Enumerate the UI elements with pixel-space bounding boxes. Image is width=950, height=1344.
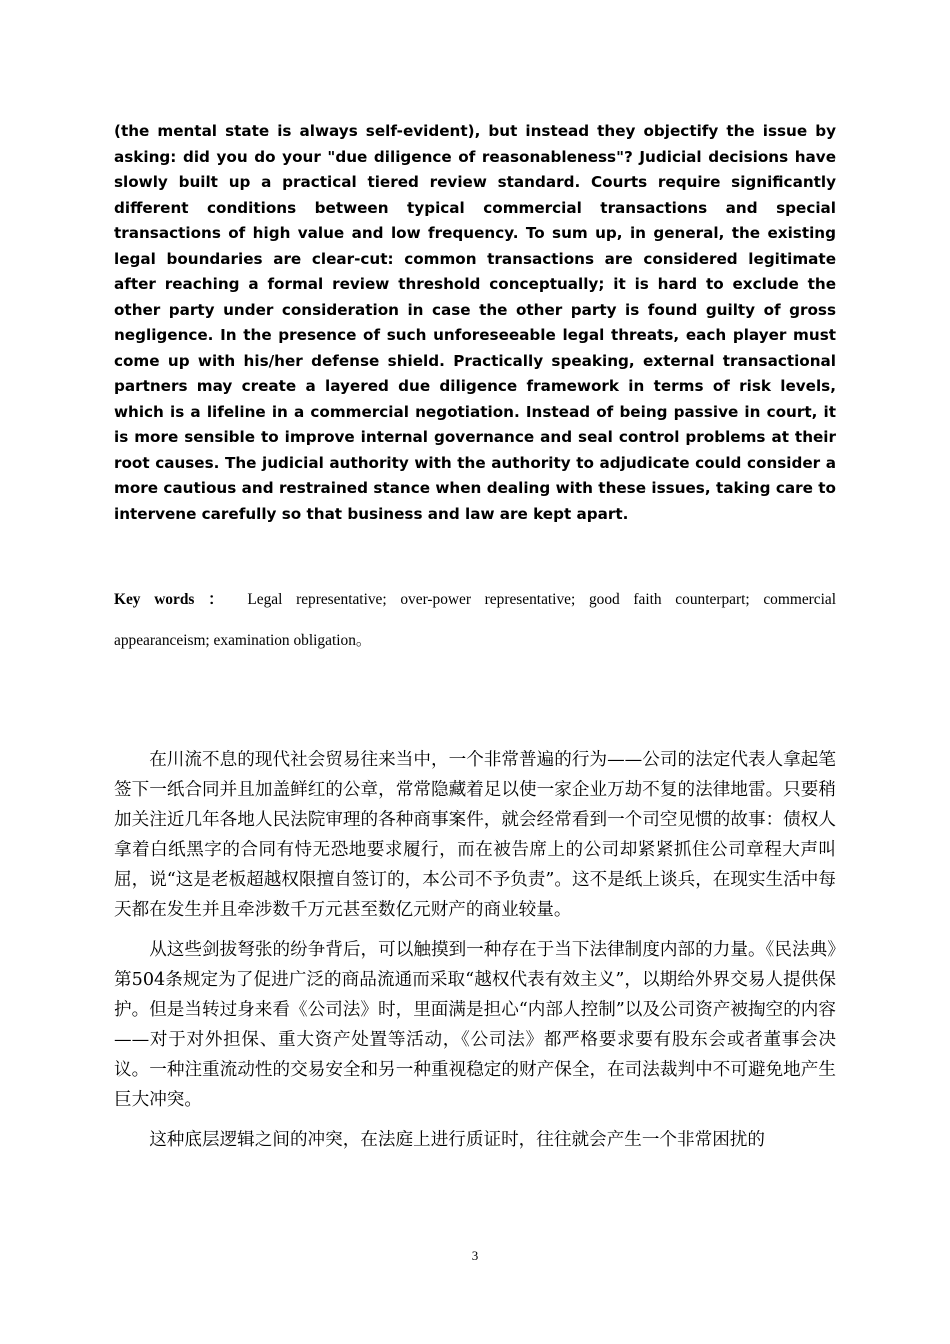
page-number: 3 [471, 1248, 479, 1263]
body-paragraph-3: 这种底层逻辑之间的冲突，在法庭上进行质证时，往往就会产生一个非常困扰的 [149, 1130, 765, 1150]
keywords-line [114, 579, 836, 661]
keywords-separator: ： [208, 591, 234, 608]
keywords-text: Legal representative; over-power representative; good faith counterpart; commercial appearanceism; examination obligation。 [114, 591, 836, 649]
body-text [114, 745, 836, 1165]
body-paragraph-1: 在川流不息的现代社会贸易往来当中，一个非常普遍的行为——公司的法定代表人拿起笔签下一纸合同并且加盖鲜红的公章，常常隐藏着足以使一家企业万劫不复的法律地雷。只要稍加关注近几年各地人民法院审理的各种商事案件，就会经常看到一个司空见惯的故事：债权人拿着白纸黑字的合同有恃无恐地要求履行，而在被告席上的公司却紧紧抓住公司章程大声叫屈，说“这是老板超越权限擅自签订的，本公司不予负责”。这不是纸上谈兵，在现实生活中每天都在发生并且牵涉数千万元甚至数亿元财产的商业较量。 [114, 750, 836, 920]
abstract-paragraph: (the mental state is always self-evident), but instead they objectify the issue by asking: did you do your "due diligence of reasonableness"? Judicial decisions have slowly built up a practical tiered review standard. Courts require significantly different conditions between typical commercial transactions and special transactions of high value and low frequency. To sum up, in general, the existing legal boundaries are clear-cut: common transactions are considered legitimate after reaching a formal review threshold conceptually; it is hard to exclude the other party under consideration in case the other party is found guilty of gross negligence. In the presence of such unforeseeable legal threats, each player must come up with his/her defense shield. Practically speaking, external transactional partners may create a layered due diligence framework in terms of risk levels, which is a lifeline in a commercial negotiation. Instead of being passive in court, it is more sensible to improve internal governance and seal control problems at their root causes. The judicial authority with the authority to adjudicate could consider a more cautious and restrained stance when dealing with these issues, taking care to intervene carefully so that business and law are kept apart. [114, 122, 836, 523]
body-paragraph-2: 从这些剑拔弩张的纷争背后，可以触摸到一种存在于当下法律制度内部的力量。《民法典》第504条规定为了促进广泛的商品流通而采取“越权代表有效主义”，以期给外界交易人提供保护。但是当转过身来看《公司法》时，里面满是担心“内部人控制”以及公司资产被掏空的内容——对于对外担保、重大资产处置等活动，《公司法》都严格要求要有股东会或者董事会决议。一种注重流动性的交易安全和另一种重视稳定的财产保全，在司法裁判中不可避免地产生巨大冲突。 [114, 940, 836, 1110]
keywords-label: Key words [114, 591, 195, 608]
